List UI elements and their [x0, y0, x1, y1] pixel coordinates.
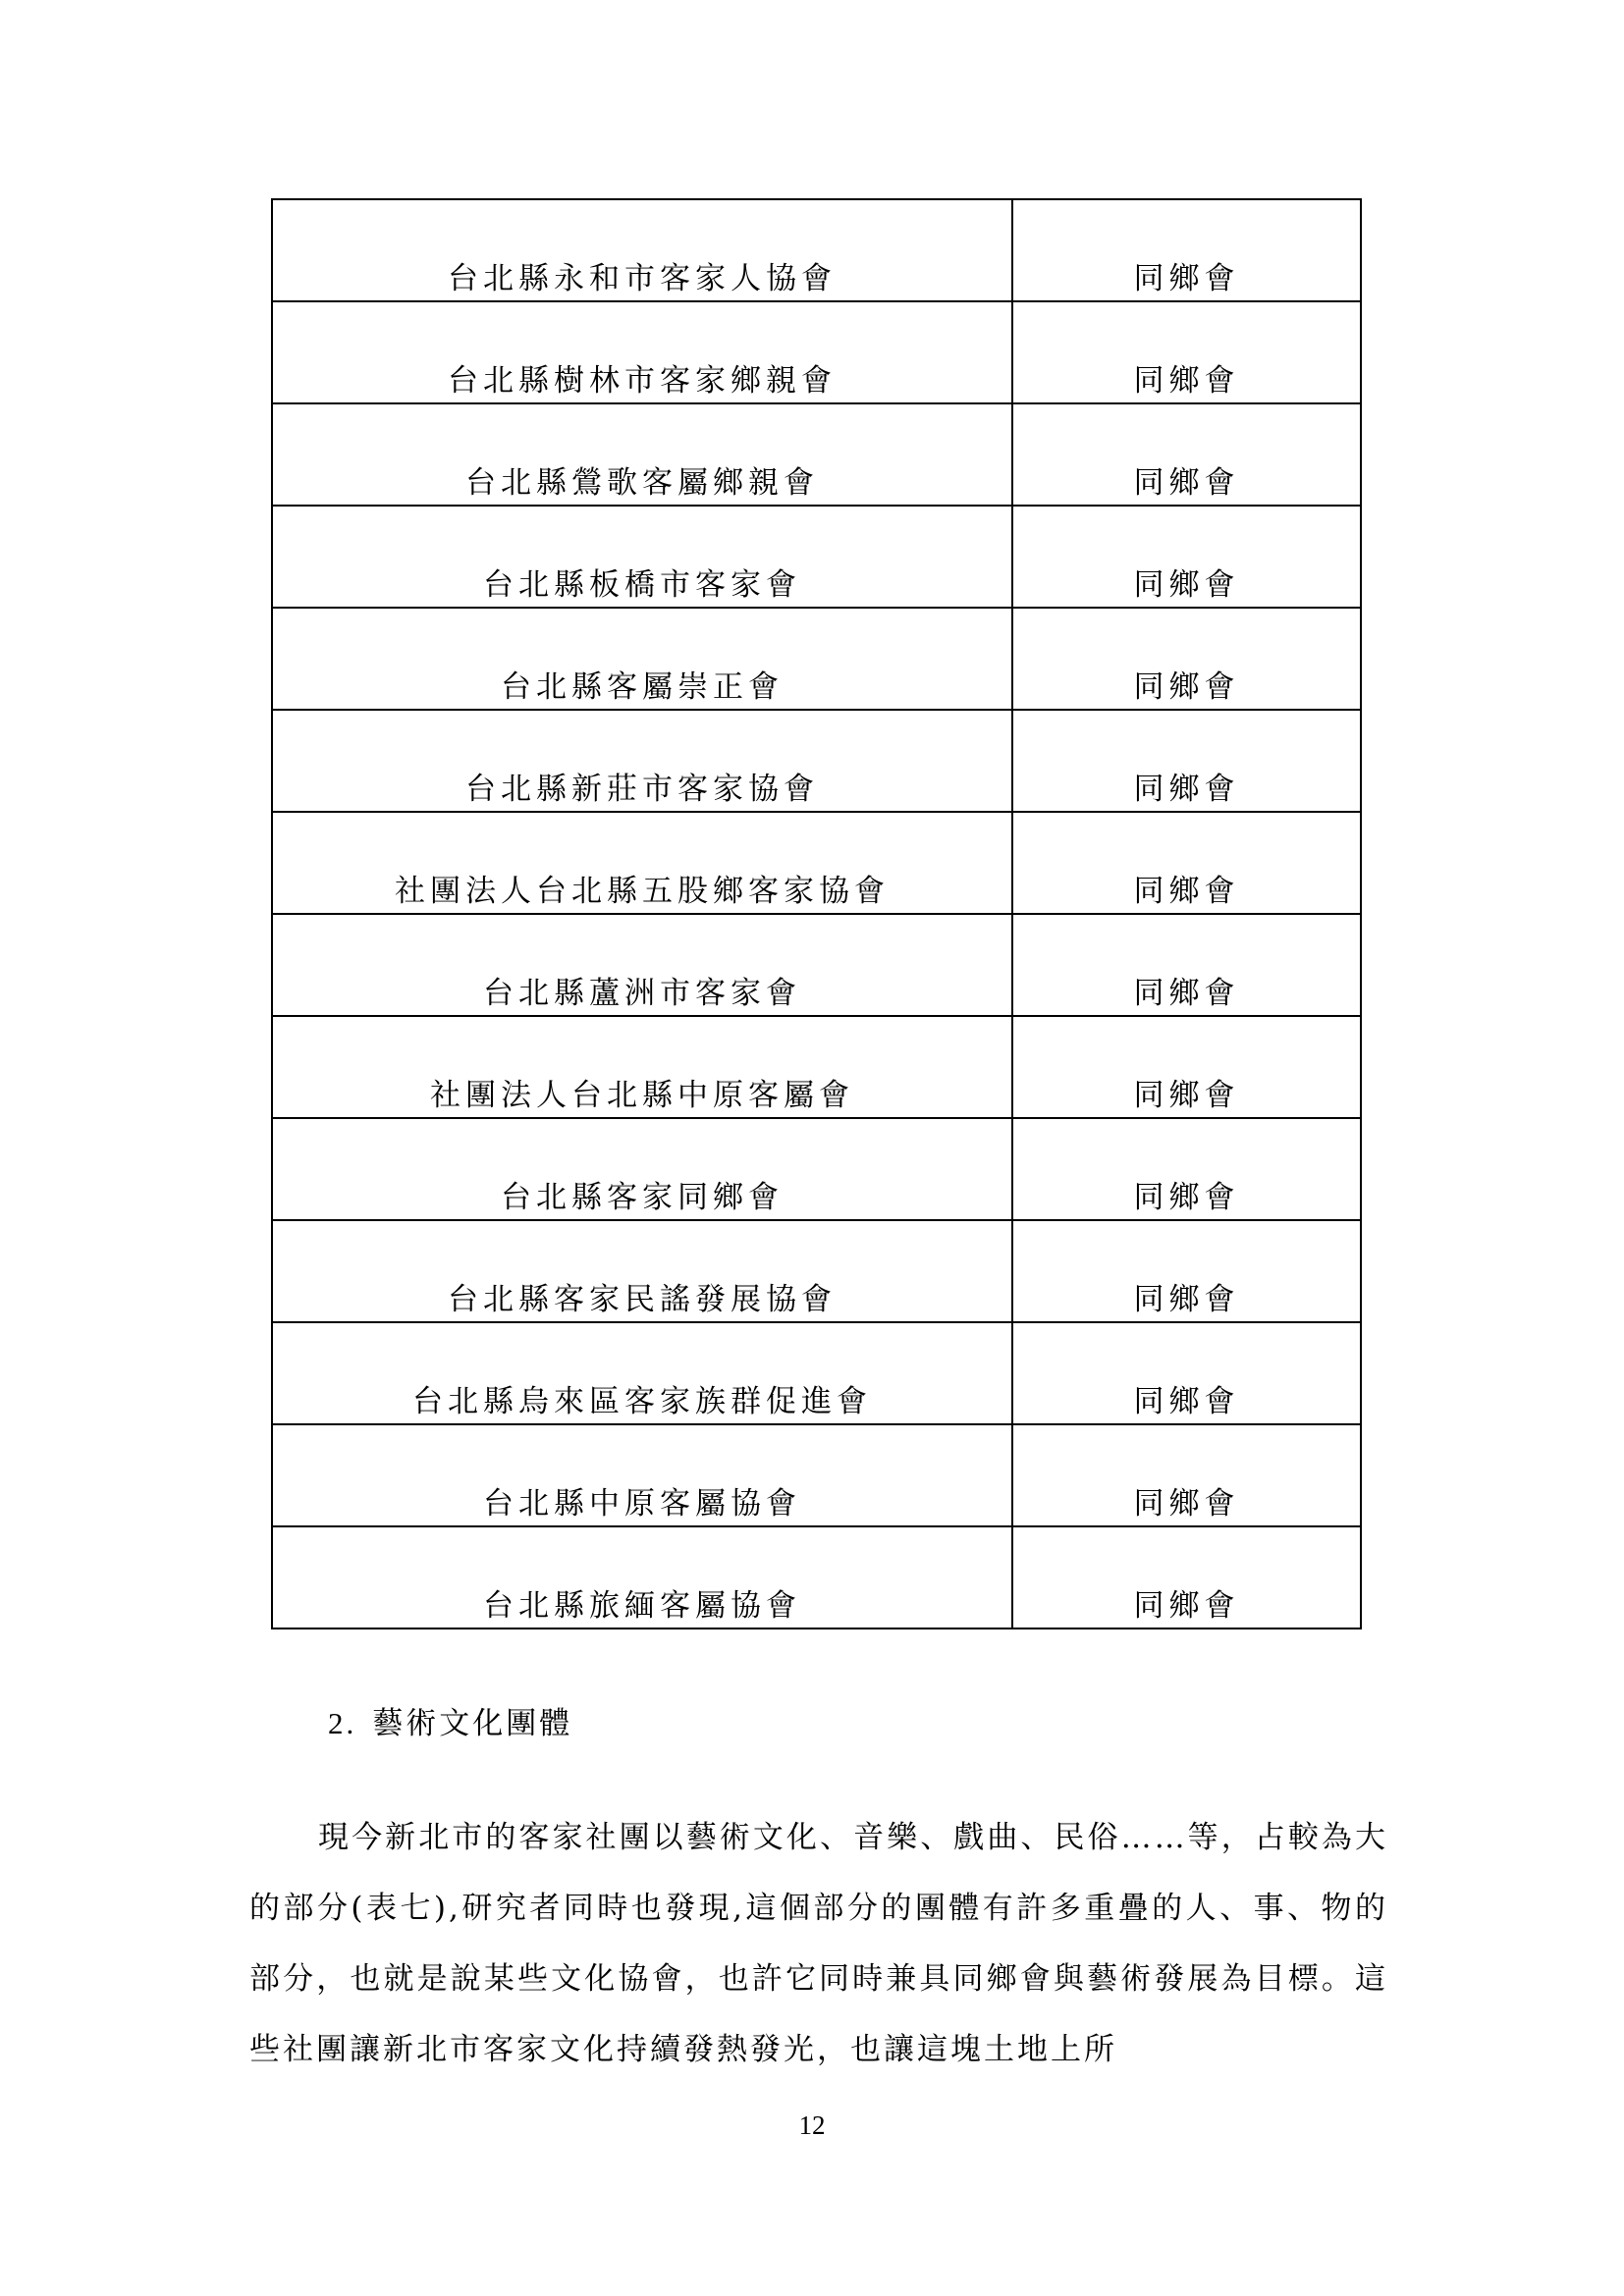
association-name-cell: 社團法人台北縣中原客屬會 [272, 1016, 1012, 1118]
table-row [272, 1016, 1361, 1118]
table-row [272, 914, 1361, 1016]
association-name-cell: 台北縣客家同鄉會 [272, 1118, 1012, 1220]
table-row [272, 608, 1361, 710]
table-row [272, 1526, 1361, 1629]
section-heading [328, 1708, 572, 1739]
association-name-cell: 台北縣鶯歌客屬鄉親會 [272, 403, 1012, 506]
association-type-cell: 同鄉會 [1012, 608, 1361, 710]
association-type-cell: 同鄉會 [1012, 710, 1361, 812]
association-type-cell: 同鄉會 [1012, 301, 1361, 403]
page-number: 12 [798, 2110, 826, 2140]
association-name-cell: 台北縣中原客屬協會 [272, 1424, 1012, 1526]
section-title: 藝術文化團體 [372, 1706, 573, 1741]
association-type-cell: 同鄉會 [1012, 506, 1361, 608]
association-name-cell: 社團法人台北縣五股鄉客家協會 [272, 812, 1012, 914]
association-name-cell: 台北縣樹林市客家鄉親會 [272, 301, 1012, 403]
association-type-cell: 同鄉會 [1012, 199, 1361, 301]
table-row [272, 1220, 1361, 1322]
table-row [272, 506, 1361, 608]
association-name-cell: 台北縣蘆洲市客家會 [272, 914, 1012, 1016]
association-type-cell: 同鄉會 [1012, 914, 1361, 1016]
association-table-body [272, 199, 1361, 1629]
association-name-cell: 台北縣永和市客家人協會 [272, 199, 1012, 301]
association-name-cell: 台北縣客屬崇正會 [272, 608, 1012, 710]
table-row [272, 710, 1361, 812]
association-type-cell: 同鄉會 [1012, 403, 1361, 506]
table-row [272, 301, 1361, 403]
association-type-cell: 同鄉會 [1012, 1322, 1361, 1424]
association-type-cell: 同鄉會 [1012, 1118, 1361, 1220]
association-name-cell: 台北縣烏來區客家族群促進會 [272, 1322, 1012, 1424]
table-row [272, 1118, 1361, 1220]
association-type-cell: 同鄉會 [1012, 1220, 1361, 1322]
body-paragraph: 現今新北市的客家社團以藝術文化、音樂、戲曲、民俗……等，占較為大的部分(表七),研究者同時也發現,這個部分的團體有許多重疊的人、事、物的部分，也就是說某些文化協會，也許它同時兼具同鄉會與藝術發展為目標。這些社團讓新北市客家文化持續發熱發光，也讓這塊土地上所 [249, 1820, 1388, 2067]
association-type-cell: 同鄉會 [1012, 1424, 1361, 1526]
association-type-cell: 同鄉會 [1012, 1016, 1361, 1118]
association-name-cell: 台北縣客家民謠發展協會 [272, 1220, 1012, 1322]
section-number: 2. [328, 1706, 357, 1740]
table-row [272, 403, 1361, 506]
association-name-cell: 台北縣新莊市客家協會 [272, 710, 1012, 812]
table-row [272, 199, 1361, 301]
table-row [272, 812, 1361, 914]
association-type-cell: 同鄉會 [1012, 812, 1361, 914]
association-table [271, 198, 1362, 1629]
association-name-cell: 台北縣板橋市客家會 [272, 506, 1012, 608]
association-name-cell: 台北縣旅緬客屬協會 [272, 1526, 1012, 1629]
association-type-cell: 同鄉會 [1012, 1526, 1361, 1629]
table-row [272, 1322, 1361, 1424]
table-row [272, 1424, 1361, 1526]
